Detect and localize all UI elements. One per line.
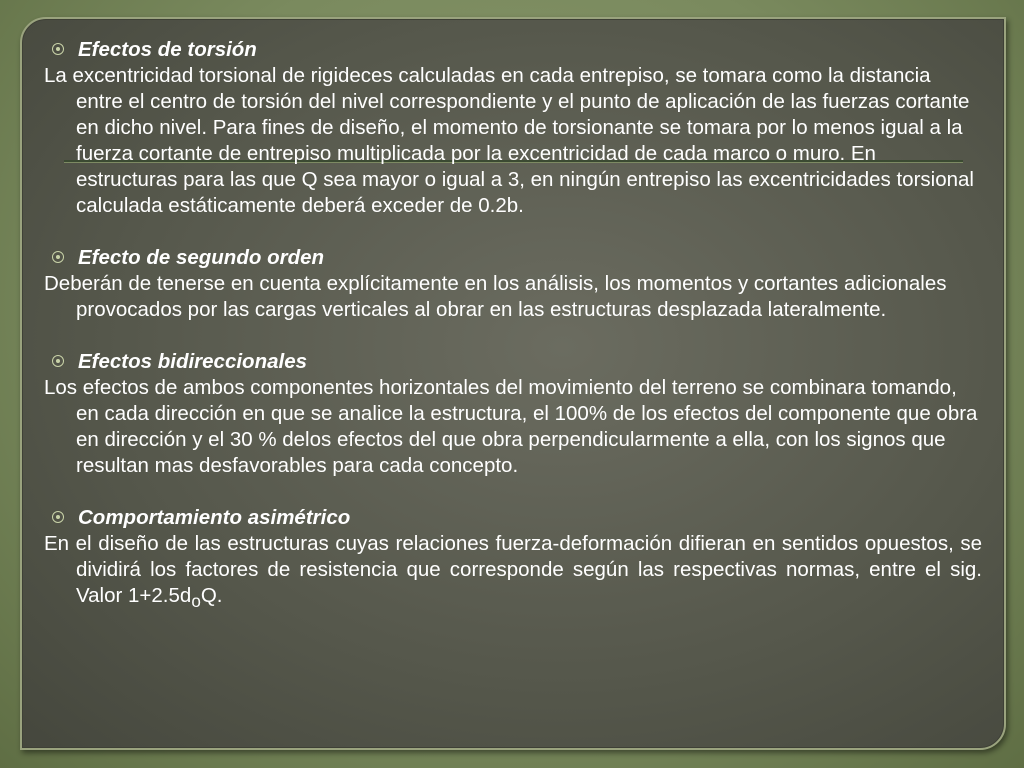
circle-bullet-icon bbox=[52, 43, 64, 55]
section-heading bbox=[44, 505, 982, 531]
circle-bullet-icon bbox=[52, 355, 64, 367]
section-paragraph: La excentricidad torsional de rigideces calculadas en cada entrepiso, se tomara como la distancia entre el centro de torsión del nivel correspondiente y el punto de aplicación de las fuerzas cortante en dicho nivel. Para fines de diseño, el momento de torsionante se tomara por lo menos igual a la fuerza cortante de entrepiso multiplicada por la excentricidad de cada marco o muro. En estructuras para las que Q sea mayor o igual a 3, en ningún entrepiso las excentricidades torsional calculada estáticamente deberá exceder de 0.2b. bbox=[44, 64, 974, 217]
section-segundo-orden bbox=[44, 245, 982, 323]
formula-subscript: o bbox=[191, 592, 201, 612]
heading-text: Efectos bidireccionales bbox=[78, 350, 308, 373]
heading-text: Efecto de segundo orden bbox=[78, 246, 325, 269]
section-bidireccionales bbox=[44, 349, 982, 479]
section-paragraph bbox=[44, 531, 982, 615]
paragraph-text: En el diseño de las estructuras cuyas relaciones fuerza-deformación difieran en sentidos opuestos, se dividirá los factores de resistencia que corresponde según las respectivas normas, entre el sig. Valor 1+2.5d bbox=[44, 532, 982, 607]
section-heading bbox=[44, 349, 982, 375]
heading-text: Efectos de torsión bbox=[78, 38, 257, 61]
slide-body bbox=[44, 37, 982, 641]
section-paragraph: Deberán de tenerse en cuenta explícitamente en los análisis, los momentos y cortantes adicionales provocados por las cargas verticales al obrar en las estructuras desplazada lateralmente. bbox=[44, 272, 947, 321]
circle-bullet-icon bbox=[52, 511, 64, 523]
section-heading bbox=[44, 37, 982, 63]
section-asimetrico bbox=[44, 505, 982, 615]
circle-bullet-icon bbox=[52, 251, 64, 263]
heading-text: Comportamiento asimétrico bbox=[78, 506, 351, 529]
section-paragraph: Los efectos de ambos componentes horizontales del movimiento del terreno se combinara tomando, en cada dirección en que se analice la estructura, el 100% de los efectos del componente que obra en dirección y el 30 % delos efectos del que obra perpendicularmente a ella, con los signos que resultan mas desfavorables para cada concepto. bbox=[44, 376, 978, 477]
section-heading bbox=[44, 245, 982, 271]
section-torsion bbox=[44, 37, 982, 219]
formula-tail: Q. bbox=[200, 584, 223, 607]
